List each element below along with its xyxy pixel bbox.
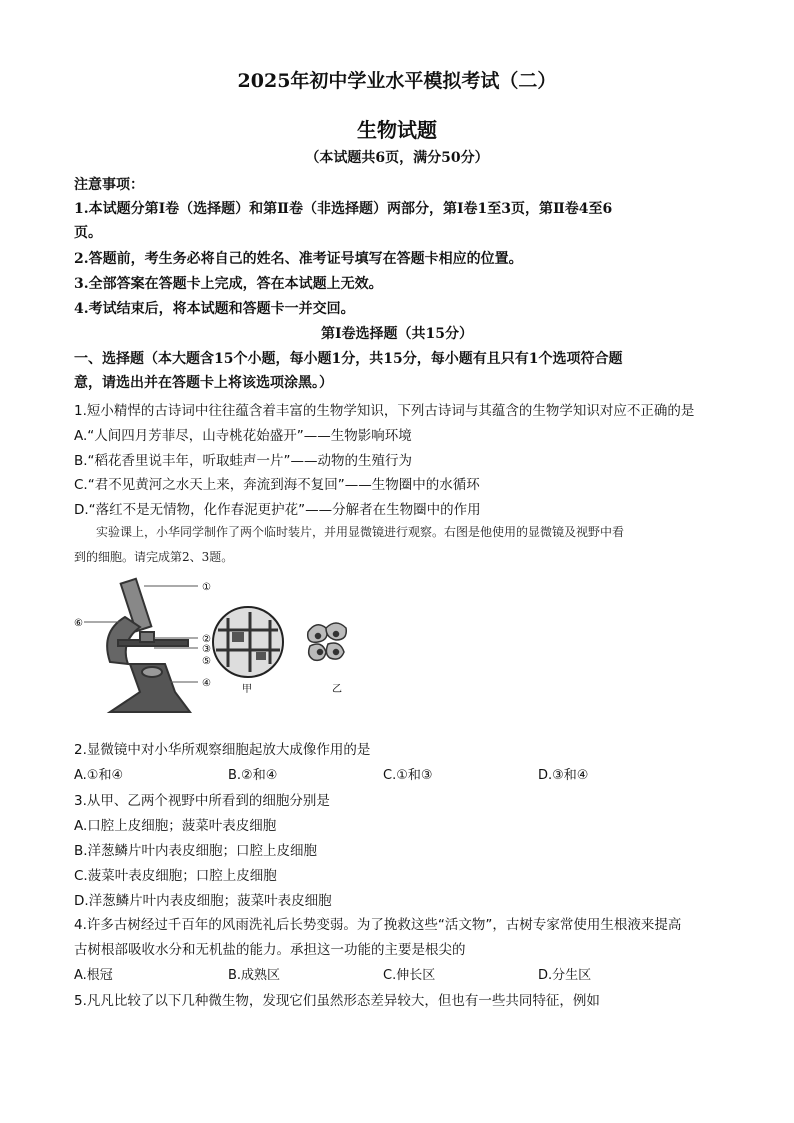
section-instruction-2: 意，请选出并在答题卡上将该选项涂黑。） [74,375,333,391]
question-4-option-a: A.根冠 [74,968,113,983]
question-2-option-b: B.②和④ [228,768,278,783]
exam-info: （本试题共6页，满分50分） [305,150,489,166]
experiment-intro-1: 实验课上，小华同学制作了两个临时装片，并用显微镜进行观察。右图是他使用的显微镜及视野中看 [96,525,625,539]
label-yi: 乙 [332,684,342,695]
view-jia-cells [213,607,283,677]
subject-title: 生物试题 [357,118,437,142]
microscope-drawing [107,579,190,712]
notice-item-3: 3.全部答案在答题卡上完成，答在本试题上无效。 [74,276,383,292]
question-1-option-b: B.“稻花香里说丰年，听取蛙声一片”——动物的生殖行为 [74,453,413,469]
label-4: ④ [202,678,211,689]
exam-title: 2025年初中学业水平模拟考试（二） [237,70,557,92]
view-yi-cells [308,623,347,660]
question-3-option-b: B.洋葱鳞片叶内表皮细胞；口腔上皮细胞 [74,843,318,859]
question-3-option-c: C.菠菜叶表皮细胞；口腔上皮细胞 [74,868,277,884]
question-3-stem: 3.从甲、乙两个视野中所看到的细胞分别是 [74,793,330,809]
label-2: ② [202,634,211,645]
label-5: ⑤ [202,656,211,667]
question-1-option-d: D.“落红不是无情物，化作春泥更护花”——分解者在生物圈中的作用 [74,502,481,518]
experiment-intro-2: 到的细胞。请完成第2、3题。 [74,550,234,564]
question-4-option-b: B.成熟区 [228,968,281,983]
section-title: 第Ⅰ卷选择题（共15分） [320,326,474,342]
microscope-figure [70,572,390,722]
microscope-figure-svg [70,572,390,722]
question-4-option-d: D.分生区 [538,968,592,983]
question-4-stem-1: 4.许多古树经过千百年的风雨洗礼后长势变弱。为了挽救这些“活文物”，古树专家常使用生根液来提高 [74,917,682,933]
label-3: ③ [202,644,211,655]
label-1: ① [202,582,211,593]
label-jia: 甲 [242,684,252,695]
question-3-option-a: A.口腔上皮细胞；菠菜叶表皮细胞 [74,818,277,834]
question-3-option-d: D.洋葱鳞片叶内表皮细胞；菠菜叶表皮细胞 [74,893,332,909]
question-1-option-a: A.“人间四月芳菲尽，山寺桃花始盛开”——生物影响环境 [74,428,412,444]
question-2-option-d: D.③和④ [538,768,589,783]
question-5-stem: 5.凡凡比较了以下几种微生物，发现它们虽然形态差异较大，但也有一些共同特征，例如 [74,993,600,1009]
label-6: ⑥ [74,618,83,629]
notice-heading: 注意事项： [74,177,144,193]
notice-item-1: 1.本试题分第Ⅰ卷（选择题）和第Ⅱ卷（非选择题）两部分，第Ⅰ卷1至3页，第Ⅱ卷4至6 [74,201,613,217]
question-2-option-c: C.①和③ [383,768,433,783]
question-4-stem-2: 古树根部吸收水分和无机盐的能力。承担这一功能的主要是根尖的 [74,942,466,958]
section-instruction-1: 一、选择题（本大题含15个小题，每小题1分，共15分，每小题有且只有1个选项符合题 [74,351,623,367]
notice-item-2: 2.答题前，考生务必将自己的姓名、准考证号填写在答题卡相应的位置。 [74,251,523,267]
question-1-stem: 1.短小精悍的古诗词中往往蕴含着丰富的生物学知识，下列古诗词与其蕴含的生物学知识对应不正确的是 [74,403,695,419]
question-1-option-c: C.“君不见黄河之水天上来，奔流到海不复回”——生物圈中的水循环 [74,477,480,493]
notice-item-1-cont: 页。 [74,225,102,241]
question-4-option-c: C.伸长区 [383,968,436,983]
question-2-option-a: A.①和④ [74,768,124,783]
notice-item-4: 4.考试结束后，将本试题和答题卡一并交回。 [74,301,355,317]
question-2-stem: 2.显微镜中对小华所观察细胞起放大成像作用的是 [74,742,371,758]
